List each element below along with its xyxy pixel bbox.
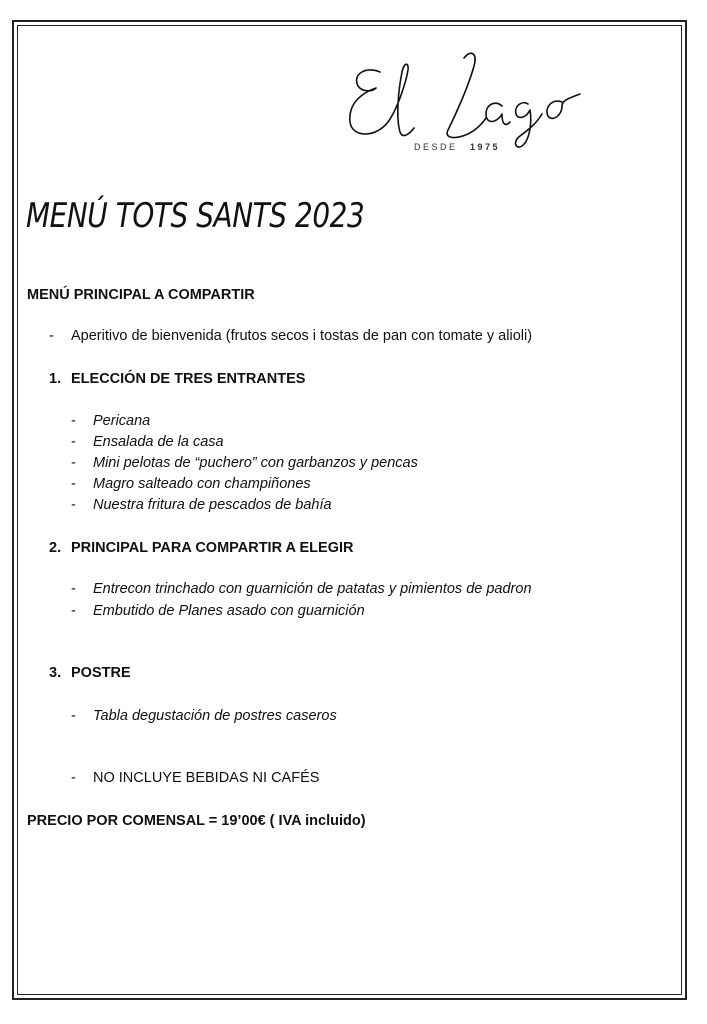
list-item: Ensalada de la casa [93,434,224,450]
bullet-dash: - [71,770,76,786]
list-item: Tabla degustación de postres caseros [93,708,337,724]
bullet-dash: - [71,603,76,619]
list-item: Mini pelotas de “puchero” con garbanzos y pencas [93,455,418,471]
bullet-dash: - [71,455,76,471]
bullet-dash: - [71,708,76,724]
list-item: Embutido de Planes asado con guarnición [93,603,365,619]
section-2-number: 2. [49,540,62,556]
note-no-drinks: NO INCLUYE BEBIDAS NI CAFÉS [93,770,320,786]
section-header: MENÚ PRINCIPAL A COMPARTIR [27,287,255,303]
list-item: Magro salteado con champiñones [93,476,311,492]
bullet-dash: - [71,476,76,492]
bullet-dash: - [49,328,54,344]
section-3-number: 3. [49,665,62,681]
bullet-dash: - [71,497,76,513]
section-1-label: ELECCIÓN DE TRES ENTRANTES [71,371,306,387]
section-3-label: POSTRE [71,665,131,681]
list-item: Pericana [93,413,151,429]
bullet-dash: - [71,434,76,450]
section-2-label: PRINCIPAL PARA COMPARTIR A ELEGIR [71,540,354,556]
logo-tagline-prefix: DESDE [414,142,458,152]
section-1-number: 1. [49,371,62,387]
list-item: Nuestra fritura de pescados de bahía [93,497,332,513]
logo-tagline-year: 1975 [470,142,501,152]
menu-title: MENÚ TOTS SANTS 2023 [26,196,365,236]
price-line: PRECIO POR COMENSAL = 19’00€ ( IVA incluido) [27,813,366,829]
list-item: Entrecon trinchado con guarnición de patatas y pimientos de padron [93,581,532,597]
bullet-dash: - [71,413,76,429]
el-lago-logo [336,42,616,152]
bullet-dash: - [71,581,76,597]
aperitivo-item: Aperitivo de bienvenida (frutos secos i tostas de pan con tomate y alioli) [71,328,533,344]
